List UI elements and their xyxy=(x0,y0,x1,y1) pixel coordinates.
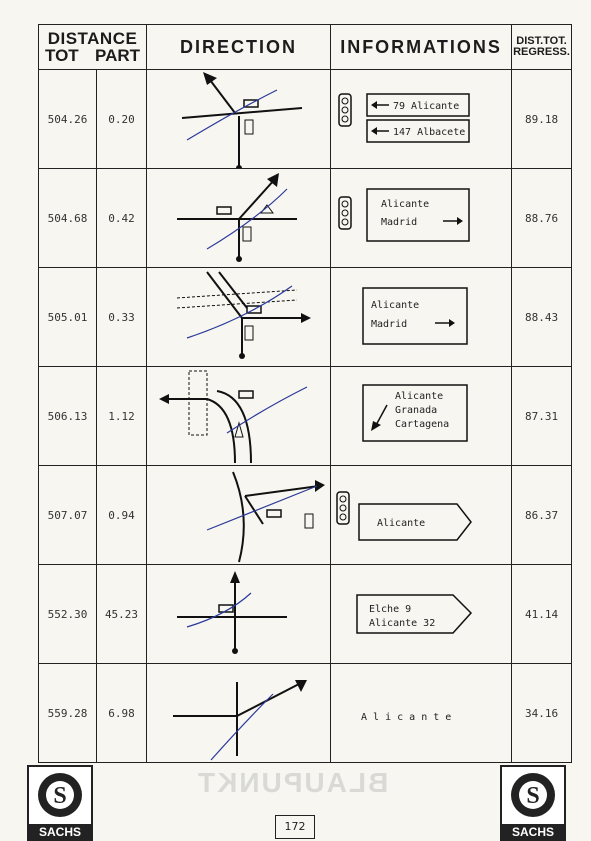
informations-header: INFORMATIONS xyxy=(331,25,512,70)
direction-diagram xyxy=(147,70,331,169)
part-distance: 0.33 xyxy=(97,268,147,367)
sign-line-1: Alicante xyxy=(395,391,444,402)
left-turn-bridge-diagram xyxy=(147,367,331,465)
crossroads-left-diagram xyxy=(147,70,331,168)
direction-diagram xyxy=(147,367,331,466)
sign-line-1: 79 Alicante xyxy=(393,101,460,112)
blaupunkt-watermark: BLAUPUNKT xyxy=(196,767,389,798)
direction-diagram xyxy=(147,268,331,367)
part-distance: 0.42 xyxy=(97,169,147,268)
part-label: PART xyxy=(95,46,141,65)
sign-line-1: Alicante xyxy=(381,199,430,210)
part-distance: 45.23 xyxy=(97,565,147,664)
sachs-emblem-icon xyxy=(502,767,564,823)
tot-distance: 507.07 xyxy=(39,466,97,565)
page-number: 172 xyxy=(275,815,315,839)
header-row xyxy=(39,25,572,70)
regress-header xyxy=(512,25,572,70)
regress-distance: 87.31 xyxy=(512,367,572,466)
tot-distance: 504.68 xyxy=(39,169,97,268)
sachs-logo-left xyxy=(27,765,93,841)
table-row xyxy=(39,169,572,268)
direction-diagram xyxy=(147,169,331,268)
sign-line-1: Alicante xyxy=(377,518,426,529)
tot-distance: 559.28 xyxy=(39,664,97,763)
info-panel xyxy=(331,466,512,565)
tot-distance: 504.26 xyxy=(39,70,97,169)
tot-distance: 505.01 xyxy=(39,268,97,367)
distance-label: DISTANCE xyxy=(47,29,138,48)
direction-diagram xyxy=(147,466,331,565)
sign-line-2: Madrid xyxy=(381,217,418,228)
sign-line-1: Alicante xyxy=(371,300,420,311)
svg-text:S: S xyxy=(526,783,540,809)
roadbook-table xyxy=(38,24,572,763)
info-sign xyxy=(331,565,512,663)
crossroads-right-diagram xyxy=(147,169,331,267)
regress-distance: 89.18 xyxy=(512,70,572,169)
svg-text:S: S xyxy=(53,783,67,809)
regress-distance: 88.43 xyxy=(512,268,572,367)
straight-on-diagram xyxy=(147,565,331,663)
tot-distance: 506.13 xyxy=(39,367,97,466)
regress-distance: 88.76 xyxy=(512,169,572,268)
info-panel xyxy=(331,664,512,763)
sachs-emblem-icon xyxy=(29,767,91,823)
tot-distance: 552.30 xyxy=(39,565,97,664)
regress-distance: 41.14 xyxy=(512,565,572,664)
info-panel xyxy=(331,367,512,466)
sign-line-1: A l i c a n t e xyxy=(361,712,452,723)
sign-line-2: Granada xyxy=(395,405,438,416)
info-sign xyxy=(331,466,512,564)
part-distance: 1.12 xyxy=(97,367,147,466)
table-row xyxy=(39,565,572,664)
railway-crossing-right-diagram xyxy=(147,268,331,366)
sign-line-3: Cartagena xyxy=(395,419,450,430)
dist-tot-label: DIST.TOT. xyxy=(516,35,567,47)
regress-distance: 86.37 xyxy=(512,466,572,565)
bear-right-diagram xyxy=(147,664,331,762)
info-panel xyxy=(331,169,512,268)
info-sign xyxy=(331,367,512,465)
table-row xyxy=(39,268,572,367)
sachs-logo-text: SACHS xyxy=(29,824,91,840)
direction-diagram xyxy=(147,565,331,664)
part-distance: 0.20 xyxy=(97,70,147,169)
sign-line-2: Madrid xyxy=(371,319,408,330)
info-sign xyxy=(331,268,512,366)
regress-distance: 34.16 xyxy=(512,664,572,763)
table-row xyxy=(39,70,572,169)
info-sign xyxy=(331,70,512,168)
direction-header: DIRECTION xyxy=(147,25,331,70)
info-panel xyxy=(331,565,512,664)
direction-diagram xyxy=(147,664,331,763)
info-panel xyxy=(331,70,512,169)
part-distance: 6.98 xyxy=(97,664,147,763)
sign-line-2: Alicante 32 xyxy=(369,618,436,629)
sign-line-2: 147 Albacete xyxy=(393,127,466,138)
distance-header xyxy=(39,25,147,70)
table-row xyxy=(39,664,572,763)
info-sign xyxy=(331,169,512,267)
sachs-logo-text: SACHS xyxy=(502,824,564,840)
sachs-logo-right xyxy=(500,765,566,841)
tot-label: TOT xyxy=(45,46,79,65)
table-row xyxy=(39,466,572,565)
table-row xyxy=(39,367,572,466)
part-distance: 0.94 xyxy=(97,466,147,565)
sign-line-1: Elche 9 xyxy=(369,604,412,615)
fork-right-diagram xyxy=(147,466,331,564)
regress-label: REGRESS. xyxy=(513,46,570,58)
info-panel xyxy=(331,268,512,367)
info-sign xyxy=(331,664,512,762)
